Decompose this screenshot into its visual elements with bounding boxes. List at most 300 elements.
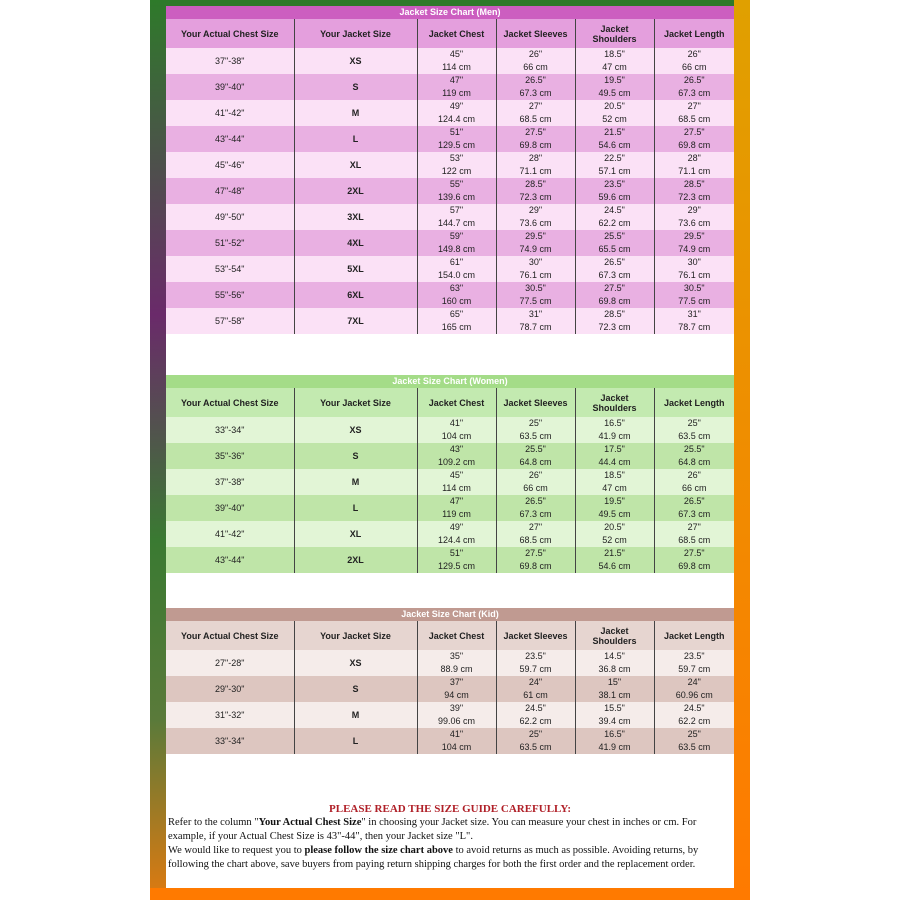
table-row — [166, 676, 734, 702]
jacket-shoulders-cell — [575, 417, 654, 443]
value-cm: 119 cm — [442, 88, 471, 98]
jacket-length-cell — [654, 126, 734, 152]
value-cm: 66 cm — [523, 62, 548, 72]
value-cm: 61 cm — [523, 690, 548, 700]
jacket-chest-cell — [417, 178, 496, 204]
value-inches: 59" — [449, 231, 464, 241]
jacket-sleeves-cell — [496, 282, 575, 308]
value: S — [352, 81, 359, 92]
header-jacket-sleeves: Jacket Sleeves — [496, 621, 575, 650]
value: M — [351, 709, 360, 720]
value: XL — [349, 159, 362, 170]
table-header-row — [166, 621, 734, 650]
value-cm: 38.1 cm — [598, 690, 631, 700]
value: 43"-44" — [215, 554, 245, 565]
jacket-length-cell — [654, 495, 734, 521]
value-inches: 43" — [449, 444, 464, 454]
value-inches: 61" — [449, 257, 464, 267]
actual-chest-cell — [166, 469, 294, 495]
value-inches: 41" — [449, 418, 464, 428]
value-inches: 31" — [687, 309, 701, 319]
actual-chest-cell — [166, 702, 294, 728]
decorative-frame-bottom — [150, 888, 750, 900]
table-row — [166, 126, 734, 152]
value-cm: 69.8 cm — [598, 296, 631, 306]
value-cm: 47 cm — [602, 62, 627, 72]
actual-chest-cell — [166, 126, 294, 152]
jacket-length-cell — [654, 443, 734, 469]
jacket-length-cell — [654, 74, 734, 100]
jacket-shoulders-cell — [575, 495, 654, 521]
jacket-length-cell — [654, 256, 734, 282]
jacket-length-cell — [654, 204, 734, 230]
actual-chest-cell — [166, 308, 294, 334]
value: 2XL — [347, 185, 364, 196]
decorative-frame-right — [734, 0, 750, 900]
jacket-shoulders-cell — [575, 728, 654, 754]
value-cm: 59.6 cm — [598, 192, 631, 202]
actual-chest-cell — [166, 728, 294, 754]
value: 5XL — [347, 263, 364, 274]
actual-chest-cell — [166, 178, 294, 204]
men-table-body — [166, 48, 734, 334]
kid-table-body — [166, 650, 734, 754]
value: 29"-30" — [215, 683, 245, 694]
jacket-chest-cell — [417, 48, 496, 74]
value-inches: 51" — [449, 127, 464, 137]
jacket-sleeves-cell — [496, 417, 575, 443]
actual-chest-cell — [166, 74, 294, 100]
value-cm: 69.8 cm — [519, 561, 552, 571]
jacket-shoulders-cell — [575, 521, 654, 547]
actual-chest-cell — [166, 282, 294, 308]
value-inches: 25.5" — [525, 444, 546, 454]
size-guide-heading: PLEASE READ THE SIZE GUIDE CAREFULLY: — [329, 803, 571, 815]
value-cm: 154.0 cm — [437, 270, 476, 280]
value-inches: 27.5" — [683, 548, 705, 558]
value-inches: 49" — [449, 522, 464, 532]
value-cm: 67.3 cm — [519, 509, 552, 519]
value-cm: 62.2 cm — [519, 716, 552, 726]
jacket-shoulders-cell — [575, 282, 654, 308]
header-actual-chest: Your Actual Chest Size — [166, 19, 294, 48]
jacket-length-cell — [654, 230, 734, 256]
value: XS — [349, 424, 362, 435]
value-cm: 67.3 cm — [598, 270, 631, 280]
value-inches: 16.5" — [604, 418, 625, 428]
value-inches: 49" — [449, 101, 464, 111]
value: 27"-28" — [215, 657, 245, 668]
value-cm: 76.1 cm — [678, 270, 711, 280]
value-inches: 55" — [449, 179, 464, 189]
value: L — [352, 133, 359, 144]
value-inches: 27.5" — [525, 127, 546, 137]
value-cm: 94 cm — [444, 690, 469, 700]
value: 33"-34" — [215, 424, 245, 435]
value-cm: 68.5 cm — [519, 535, 552, 545]
jacket-size-cell — [294, 74, 417, 100]
value-cm: 65.5 cm — [598, 244, 631, 254]
value-cm: 68.5 cm — [678, 114, 711, 124]
value-inches: 37" — [449, 677, 464, 687]
value: 37"-38" — [215, 476, 245, 487]
women-size-table — [166, 388, 734, 573]
table-row — [166, 48, 734, 74]
value-cm: 73.6 cm — [519, 218, 552, 228]
jacket-size-cell — [294, 417, 417, 443]
value: 53"-54" — [215, 263, 245, 274]
value: S — [352, 450, 359, 461]
jacket-length-cell — [654, 469, 734, 495]
jacket-sleeves-cell — [496, 100, 575, 126]
value-cm: 88.9 cm — [440, 664, 473, 674]
table-row — [166, 417, 734, 443]
value-inches: 30.5" — [683, 283, 705, 293]
actual-chest-cell — [166, 100, 294, 126]
value-cm: 64.8 cm — [519, 457, 552, 467]
value-inches: 25" — [528, 418, 543, 428]
jacket-sleeves-cell — [496, 495, 575, 521]
header-jacket-shoulders: Jacket Shoulders — [575, 388, 654, 417]
note-text: " in choosing your Jacket size. You can measure your chest in inches or cm. For example, if your Actual Chest Size is 43"-44", then your Jacket size "L". — [168, 817, 697, 842]
header-actual-chest: Your Actual Chest Size — [166, 388, 294, 417]
jacket-chest-cell — [417, 650, 496, 676]
jacket-size-cell — [294, 204, 417, 230]
value-cm: 67.3 cm — [519, 88, 552, 98]
jacket-sleeves-cell — [496, 547, 575, 573]
value-cm: 124.4 cm — [437, 535, 476, 545]
value-cm: 119 cm — [442, 509, 471, 519]
jacket-shoulders-cell — [575, 152, 654, 178]
value-cm: 67.3 cm — [678, 88, 711, 98]
value-cm: 77.5 cm — [678, 296, 711, 306]
jacket-sleeves-cell — [496, 256, 575, 282]
value-inches: 15.5" — [604, 703, 625, 713]
value-cm: 72.3 cm — [678, 192, 711, 202]
jacket-chest-cell — [417, 728, 496, 754]
table-row — [166, 443, 734, 469]
value-inches: 47" — [449, 75, 464, 85]
table-row — [166, 230, 734, 256]
note-emphasis: Your Actual Chest Size — [258, 817, 362, 828]
jacket-size-cell — [294, 521, 417, 547]
value-inches: 28.5" — [683, 179, 705, 189]
value: 47"-48" — [215, 185, 245, 196]
jacket-chest-cell — [417, 308, 496, 334]
table-row — [166, 650, 734, 676]
value: 41"-42" — [215, 528, 245, 539]
men-chart-title: Jacket Size Chart (Men) — [166, 6, 734, 19]
value-cm: 129.5 cm — [437, 561, 476, 571]
value-cm: 71.1 cm — [678, 166, 711, 176]
jacket-sleeves-cell — [496, 702, 575, 728]
value: 39"-40" — [215, 502, 245, 513]
table-header-row — [166, 388, 734, 417]
jacket-length-cell — [654, 547, 734, 573]
value-cm: 144.7 cm — [437, 218, 476, 228]
value-inches: 15" — [607, 677, 622, 687]
value-cm: 54.6 cm — [598, 561, 631, 571]
value-inches: 29" — [528, 205, 543, 215]
jacket-size-cell — [294, 100, 417, 126]
jacket-size-cell — [294, 702, 417, 728]
jacket-sleeves-cell — [496, 204, 575, 230]
value-cm: 63.5 cm — [678, 431, 711, 441]
value-cm: 52 cm — [602, 535, 627, 545]
value: 31"-32" — [215, 709, 245, 720]
value: 55"-56" — [215, 289, 245, 300]
header-jacket-chest: Jacket Chest — [417, 621, 496, 650]
jacket-shoulders-cell — [575, 204, 654, 230]
jacket-chest-cell — [417, 230, 496, 256]
value-inches: 24" — [528, 677, 543, 687]
value: XS — [349, 657, 362, 668]
value-inches: 26.5" — [604, 257, 625, 267]
value: 33"-34" — [215, 735, 245, 746]
value-cm: 77.5 cm — [519, 296, 552, 306]
value-inches: 28.5" — [525, 179, 546, 189]
women-chart-title: Jacket Size Chart (Women) — [166, 375, 734, 388]
jacket-shoulders-cell — [575, 547, 654, 573]
value-inches: 45" — [449, 470, 464, 480]
header-jacket-size: Your Jacket Size — [294, 19, 417, 48]
header-jacket-sleeves: Jacket Sleeves — [496, 19, 575, 48]
value-inches: 27" — [687, 101, 701, 111]
table-row — [166, 702, 734, 728]
value-inches: 20.5" — [604, 101, 625, 111]
jacket-size-cell — [294, 256, 417, 282]
jacket-length-cell — [654, 521, 734, 547]
value-inches: 24.5" — [525, 703, 546, 713]
jacket-sleeves-cell — [496, 152, 575, 178]
value-cm: 62.2 cm — [598, 218, 631, 228]
table-row — [166, 728, 734, 754]
value-cm: 63.5 cm — [519, 431, 552, 441]
note-text: Refer to the column " — [168, 817, 259, 828]
value: XS — [349, 55, 362, 66]
value-inches: 39" — [449, 703, 464, 713]
value-cm: 36.8 cm — [598, 664, 631, 674]
value-inches: 16.5" — [604, 729, 625, 739]
size-guide-paragraph-2 — [168, 844, 732, 872]
value-inches: 27" — [687, 522, 701, 532]
header-jacket-length: Jacket Length — [654, 388, 734, 417]
kid-size-chart — [166, 608, 734, 754]
value-inches: 25" — [687, 729, 701, 739]
jacket-shoulders-cell — [575, 178, 654, 204]
jacket-chest-cell — [417, 152, 496, 178]
note-text: We would like to request you to — [168, 845, 305, 856]
value-cm: 78.7 cm — [519, 322, 552, 332]
jacket-chest-cell — [417, 495, 496, 521]
jacket-size-cell — [294, 547, 417, 573]
value: 51"-52" — [215, 237, 245, 248]
value-inches: 18.5" — [604, 49, 625, 59]
jacket-shoulders-cell — [575, 308, 654, 334]
value-inches: 28.5" — [604, 309, 625, 319]
jacket-length-cell — [654, 100, 734, 126]
value-inches: 26.5" — [525, 75, 546, 85]
value-cm: 54.6 cm — [598, 140, 631, 150]
jacket-size-cell — [294, 308, 417, 334]
jacket-size-cell — [294, 152, 417, 178]
jacket-length-cell — [654, 308, 734, 334]
value-inches: 28" — [687, 153, 701, 163]
value-inches: 18.5" — [604, 470, 625, 480]
jacket-length-cell — [654, 676, 734, 702]
value-inches: 21.5" — [604, 127, 625, 137]
value-cm: 60.96 cm — [675, 690, 713, 700]
value-inches: 24.5" — [604, 205, 625, 215]
value-cm: 124.4 cm — [437, 114, 476, 124]
value-cm: 78.7 cm — [678, 322, 711, 332]
table-row — [166, 495, 734, 521]
value-cm: 68.5 cm — [678, 535, 711, 545]
jacket-size-cell — [294, 495, 417, 521]
value-cm: 66 cm — [681, 483, 707, 493]
value-inches: 22.5" — [604, 153, 625, 163]
jacket-chest-cell — [417, 126, 496, 152]
jacket-size-cell — [294, 469, 417, 495]
value-inches: 20.5" — [604, 522, 625, 532]
header-jacket-shoulders: Jacket Shoulders — [575, 621, 654, 650]
kid-size-table — [166, 621, 734, 754]
jacket-size-cell — [294, 728, 417, 754]
value-inches: 28" — [528, 153, 543, 163]
value-cm: 64.8 cm — [678, 457, 711, 467]
header-jacket-length: Jacket Length — [654, 621, 734, 650]
value-inches: 26" — [528, 49, 543, 59]
value-cm: 41.9 cm — [598, 431, 631, 441]
value-cm: 67.3 cm — [678, 509, 711, 519]
jacket-shoulders-cell — [575, 650, 654, 676]
value-inches: 27" — [528, 101, 543, 111]
jacket-chest-cell — [417, 282, 496, 308]
value: 7XL — [347, 315, 364, 326]
value: XL — [349, 528, 362, 539]
kid-chart-title: Jacket Size Chart (Kid) — [166, 608, 734, 621]
value-inches: 26.5" — [683, 496, 705, 506]
value-cm: 129.5 cm — [437, 140, 476, 150]
value-inches: 23.5" — [525, 651, 546, 661]
jacket-size-cell — [294, 282, 417, 308]
value-inches: 57" — [449, 205, 464, 215]
value-cm: 72.3 cm — [598, 322, 631, 332]
value-inches: 23.5" — [604, 179, 625, 189]
jacket-chest-cell — [417, 256, 496, 282]
jacket-length-cell — [654, 702, 734, 728]
jacket-size-cell — [294, 443, 417, 469]
jacket-sleeves-cell — [496, 74, 575, 100]
value: 57"-58" — [215, 315, 245, 326]
value: 35"-36" — [215, 450, 245, 461]
jacket-chest-cell — [417, 547, 496, 573]
value-cm: 165 cm — [441, 322, 472, 332]
jacket-shoulders-cell — [575, 676, 654, 702]
jacket-sleeves-cell — [496, 178, 575, 204]
jacket-sleeves-cell — [496, 48, 575, 74]
jacket-size-cell — [294, 230, 417, 256]
jacket-length-cell — [654, 152, 734, 178]
value: 43"-44" — [215, 133, 245, 144]
value-inches: 65" — [449, 309, 464, 319]
value-cm: 74.9 cm — [519, 244, 552, 254]
size-guide-notes — [168, 802, 732, 872]
jacket-chest-cell — [417, 100, 496, 126]
value-cm: 149.8 cm — [437, 244, 476, 254]
value-inches: 21.5" — [604, 548, 625, 558]
value-cm: 49.5 cm — [598, 88, 631, 98]
actual-chest-cell — [166, 443, 294, 469]
jacket-size-cell — [294, 650, 417, 676]
value-inches: 26.5" — [683, 75, 705, 85]
jacket-chest-cell — [417, 74, 496, 100]
value-cm: 66 cm — [523, 483, 548, 493]
value-inches: 24.5" — [683, 703, 705, 713]
header-jacket-length: Jacket Length — [654, 19, 734, 48]
value-cm: 122 cm — [441, 166, 472, 176]
jacket-chest-cell — [417, 702, 496, 728]
actual-chest-cell — [166, 547, 294, 573]
header-jacket-shoulders: Jacket Shoulders — [575, 19, 654, 48]
table-row — [166, 282, 734, 308]
value-inches: 25.5" — [683, 444, 705, 454]
value-inches: 23.5" — [683, 651, 705, 661]
women-size-chart — [166, 375, 734, 573]
jacket-size-cell — [294, 178, 417, 204]
value-cm: 76.1 cm — [519, 270, 552, 280]
value-inches: 29" — [687, 205, 701, 215]
table-row — [166, 74, 734, 100]
value-cm: 66 cm — [681, 62, 707, 72]
value-cm: 57.1 cm — [598, 166, 631, 176]
table-row — [166, 308, 734, 334]
actual-chest-cell — [166, 152, 294, 178]
actual-chest-cell — [166, 650, 294, 676]
value: S — [352, 683, 359, 694]
value-cm: 139.6 cm — [437, 192, 476, 202]
jacket-chest-cell — [417, 204, 496, 230]
table-row — [166, 547, 734, 573]
jacket-chest-cell — [417, 469, 496, 495]
value-cm: 114 cm — [442, 483, 471, 493]
value-cm: 41.9 cm — [598, 742, 631, 752]
note-emphasis: please follow the size chart above — [304, 845, 453, 856]
value: 39"-40" — [215, 81, 245, 92]
actual-chest-cell — [166, 676, 294, 702]
value-inches: 19.5" — [604, 496, 625, 506]
value-cm: 52 cm — [602, 114, 627, 124]
jacket-shoulders-cell — [575, 256, 654, 282]
jacket-shoulders-cell — [575, 230, 654, 256]
value: 41"-42" — [215, 107, 245, 118]
actual-chest-cell — [166, 495, 294, 521]
men-size-table — [166, 19, 734, 334]
value-inches: 41" — [449, 729, 464, 739]
jacket-shoulders-cell — [575, 469, 654, 495]
jacket-length-cell — [654, 650, 734, 676]
value-cm: 69.8 cm — [678, 561, 711, 571]
value-inches: 27" — [528, 522, 543, 532]
jacket-sleeves-cell — [496, 469, 575, 495]
value-inches: 27.5" — [604, 283, 625, 293]
value-cm: 160 cm — [441, 296, 472, 306]
note-text: to avoid returns as much as possible. Avoiding returns, by following the chart above, save buyers from paying return shipping charges for both the first order and the replacement order. — [168, 845, 699, 870]
size-chart-sheet — [166, 6, 734, 888]
jacket-chest-cell — [417, 443, 496, 469]
jacket-shoulders-cell — [575, 126, 654, 152]
value-inches: 45" — [449, 49, 464, 59]
